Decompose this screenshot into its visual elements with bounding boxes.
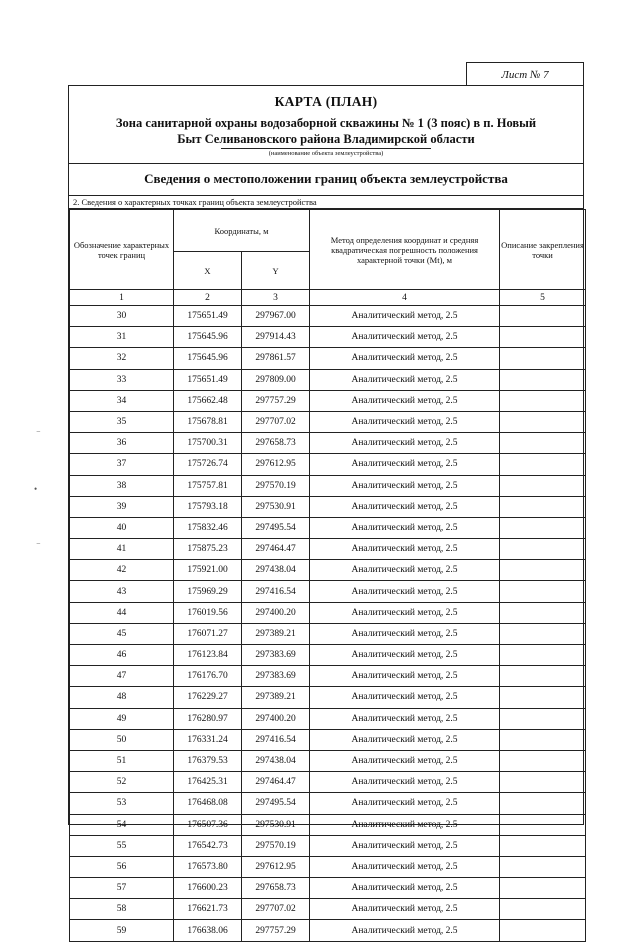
y-coordinate-cell: 297570.19 <box>242 835 310 856</box>
y-coordinate-cell: 297757.29 <box>242 920 310 941</box>
fixing-description-cell <box>500 708 586 729</box>
point-designation-cell: 45 <box>70 623 174 644</box>
fixing-description-cell <box>500 602 586 623</box>
y-coordinate-cell: 297658.73 <box>242 878 310 899</box>
y-coordinate-cell: 297464.47 <box>242 539 310 560</box>
fixing-description-cell <box>500 390 586 411</box>
x-coordinate-cell: 175651.49 <box>174 369 242 390</box>
fixing-description-cell <box>500 433 586 454</box>
table-row <box>70 539 586 560</box>
fixing-description-cell <box>500 772 586 793</box>
fixing-description-cell <box>500 814 586 835</box>
x-coordinate-cell: 176176.70 <box>174 666 242 687</box>
fixing-description-cell <box>500 878 586 899</box>
point-designation-cell: 33 <box>70 369 174 390</box>
method-cell: Аналитический метод, 2.5 <box>310 602 500 623</box>
table-row <box>70 623 586 644</box>
table-row <box>70 496 586 517</box>
method-cell: Аналитический метод, 2.5 <box>310 729 500 750</box>
y-coordinate-cell: 297383.69 <box>242 645 310 666</box>
fixing-description-cell <box>500 835 586 856</box>
fixing-description-cell <box>500 454 586 475</box>
method-cell: Аналитический метод, 2.5 <box>310 454 500 475</box>
fixing-description-cell <box>500 920 586 941</box>
method-cell: Аналитический метод, 2.5 <box>310 708 500 729</box>
object-caption: (наименование объекта землеустройства) <box>221 148 431 158</box>
margin-mark: ⁻ <box>36 428 41 438</box>
fixing-description-cell <box>500 496 586 517</box>
y-coordinate-cell: 297438.04 <box>242 750 310 771</box>
sub-heading: 2. Сведения о характерных точках границ объекта землеустройства <box>69 196 583 209</box>
x-coordinate-cell: 176229.27 <box>174 687 242 708</box>
x-coordinate-cell: 175832.46 <box>174 517 242 538</box>
point-designation-cell: 55 <box>70 835 174 856</box>
table-row <box>70 729 586 750</box>
fixing-description-cell <box>500 306 586 327</box>
point-designation-cell: 31 <box>70 327 174 348</box>
y-coordinate-cell: 297495.54 <box>242 517 310 538</box>
table-row <box>70 856 586 877</box>
x-coordinate-cell: 176573.80 <box>174 856 242 877</box>
y-coordinate-cell: 297707.02 <box>242 411 310 432</box>
fixing-description-cell <box>500 581 586 602</box>
method-cell: Аналитический метод, 2.5 <box>310 539 500 560</box>
x-coordinate-cell: 176468.08 <box>174 793 242 814</box>
y-coordinate-cell: 297809.00 <box>242 369 310 390</box>
fixing-description-cell <box>500 856 586 877</box>
x-coordinate-cell: 176600.23 <box>174 878 242 899</box>
y-coordinate-cell: 297861.57 <box>242 348 310 369</box>
fixing-description-cell <box>500 666 586 687</box>
table-row <box>70 835 586 856</box>
document-frame <box>68 85 584 936</box>
fixing-description-cell <box>500 623 586 644</box>
table-row <box>70 327 586 348</box>
method-cell: Аналитический метод, 2.5 <box>310 920 500 941</box>
x-coordinate-cell: 176019.56 <box>174 602 242 623</box>
method-cell: Аналитический метод, 2.5 <box>310 772 500 793</box>
table-row <box>70 581 586 602</box>
y-coordinate-cell: 297612.95 <box>242 454 310 475</box>
point-designation-cell: 52 <box>70 772 174 793</box>
method-cell: Аналитический метод, 2.5 <box>310 750 500 771</box>
fixing-description-cell <box>500 327 586 348</box>
x-coordinate-cell: 176542.73 <box>174 835 242 856</box>
point-designation-cell: 50 <box>70 729 174 750</box>
x-coordinate-cell: 176123.84 <box>174 645 242 666</box>
y-coordinate-cell: 297612.95 <box>242 856 310 877</box>
x-coordinate-cell: 175645.96 <box>174 348 242 369</box>
fixing-description-cell <box>500 411 586 432</box>
x-coordinate-cell: 175921.00 <box>174 560 242 581</box>
point-designation-cell: 44 <box>70 602 174 623</box>
sheet-number <box>466 62 584 86</box>
point-designation-cell: 30 <box>70 306 174 327</box>
method-cell: Аналитический метод, 2.5 <box>310 645 500 666</box>
table-row <box>70 772 586 793</box>
coordinates-table <box>69 209 586 942</box>
y-coordinate-cell: 297400.20 <box>242 708 310 729</box>
method-cell: Аналитический метод, 2.5 <box>310 878 500 899</box>
fixing-description-cell <box>500 539 586 560</box>
method-cell: Аналитический метод, 2.5 <box>310 814 500 835</box>
method-cell: Аналитический метод, 2.5 <box>310 390 500 411</box>
point-designation-cell: 35 <box>70 411 174 432</box>
point-designation-cell: 58 <box>70 899 174 920</box>
method-cell: Аналитический метод, 2.5 <box>310 327 500 348</box>
y-coordinate-cell: 297757.29 <box>242 390 310 411</box>
table-row <box>70 560 586 581</box>
point-designation-cell: 51 <box>70 750 174 771</box>
x-coordinate-cell: 175757.81 <box>174 475 242 496</box>
fixing-description-cell <box>500 687 586 708</box>
map-title: КАРТА (ПЛАН) <box>274 94 378 109</box>
table-row <box>70 750 586 771</box>
x-coordinate-cell: 176621.73 <box>174 899 242 920</box>
point-designation-cell: 43 <box>70 581 174 602</box>
y-coordinate-cell: 297389.21 <box>242 687 310 708</box>
method-cell: Аналитический метод, 2.5 <box>310 348 500 369</box>
method-cell: Аналитический метод, 2.5 <box>310 666 500 687</box>
method-cell: Аналитический метод, 2.5 <box>310 411 500 432</box>
table-row <box>70 920 586 941</box>
y-coordinate-cell: 297570.19 <box>242 475 310 496</box>
x-coordinate-cell: 175969.29 <box>174 581 242 602</box>
header-method: Метод определения координат и средняя квадратическая погрешность положения характерной точки (Mt), м <box>310 210 500 290</box>
point-designation-cell: 57 <box>70 878 174 899</box>
y-coordinate-cell: 297495.54 <box>242 793 310 814</box>
table-row <box>70 708 586 729</box>
margin-mark: ⁻ <box>36 540 41 550</box>
table-row <box>70 306 586 327</box>
sheet-number-label: Лист № 7 <box>501 68 549 81</box>
method-cell: Аналитический метод, 2.5 <box>310 306 500 327</box>
point-designation-cell: 39 <box>70 496 174 517</box>
method-cell: Аналитический метод, 2.5 <box>310 581 500 602</box>
margin-mark: • <box>34 484 38 494</box>
x-coordinate-cell: 176331.24 <box>174 729 242 750</box>
header-fixing-description: Описание закрепления точки <box>500 210 586 290</box>
table-row <box>70 899 586 920</box>
point-designation-cell: 38 <box>70 475 174 496</box>
header-coordinates: Координаты, м <box>174 210 310 252</box>
point-designation-cell: 48 <box>70 687 174 708</box>
method-cell: Аналитический метод, 2.5 <box>310 369 500 390</box>
y-coordinate-cell: 297658.73 <box>242 433 310 454</box>
fixing-description-cell <box>500 645 586 666</box>
x-coordinate-cell: 176280.97 <box>174 708 242 729</box>
method-cell: Аналитический метод, 2.5 <box>310 687 500 708</box>
column-number-row <box>70 290 586 306</box>
fixing-description-cell <box>500 899 586 920</box>
point-designation-cell: 40 <box>70 517 174 538</box>
fixing-description-cell <box>500 729 586 750</box>
table-row <box>70 454 586 475</box>
point-designation-cell: 34 <box>70 390 174 411</box>
object-name-line-2: Быт Селивановского района Владимирской области <box>177 132 475 146</box>
x-coordinate-cell: 175645.96 <box>174 327 242 348</box>
table-row <box>70 433 586 454</box>
point-designation-cell: 49 <box>70 708 174 729</box>
x-coordinate-cell: 175662.48 <box>174 390 242 411</box>
y-coordinate-cell: 297967.00 <box>242 306 310 327</box>
fixing-description-cell <box>500 560 586 581</box>
y-coordinate-cell: 297383.69 <box>242 666 310 687</box>
table-row <box>70 411 586 432</box>
point-designation-cell: 47 <box>70 666 174 687</box>
header-x: X <box>174 252 242 290</box>
y-coordinate-cell: 297530.91 <box>242 496 310 517</box>
method-cell: Аналитический метод, 2.5 <box>310 496 500 517</box>
x-coordinate-cell: 176071.27 <box>174 623 242 644</box>
x-coordinate-cell: 175700.31 <box>174 433 242 454</box>
y-coordinate-cell: 297914.43 <box>242 327 310 348</box>
table-row <box>70 475 586 496</box>
y-coordinate-cell: 297389.21 <box>242 623 310 644</box>
point-designation-cell: 36 <box>70 433 174 454</box>
method-cell: Аналитический метод, 2.5 <box>310 517 500 538</box>
header-point-designation: Обозначение характерных точек границ <box>70 210 174 290</box>
method-cell: Аналитический метод, 2.5 <box>310 856 500 877</box>
method-cell: Аналитический метод, 2.5 <box>310 433 500 454</box>
column-number: 3 <box>242 290 310 306</box>
y-coordinate-cell: 297416.54 <box>242 581 310 602</box>
section-title: Сведения о местоположении границ объекта землеустройства <box>69 164 583 196</box>
point-designation-cell: 46 <box>70 645 174 666</box>
method-cell: Аналитический метод, 2.5 <box>310 475 500 496</box>
y-coordinate-cell: 297707.02 <box>242 899 310 920</box>
x-coordinate-cell: 175678.81 <box>174 411 242 432</box>
method-cell: Аналитический метод, 2.5 <box>310 793 500 814</box>
table-row <box>70 517 586 538</box>
method-cell: Аналитический метод, 2.5 <box>310 623 500 644</box>
point-designation-cell: 42 <box>70 560 174 581</box>
table-row <box>70 645 586 666</box>
x-coordinate-cell: 176638.06 <box>174 920 242 941</box>
point-designation-cell: 54 <box>70 814 174 835</box>
y-coordinate-cell: 297464.47 <box>242 772 310 793</box>
column-number: 5 <box>500 290 586 306</box>
x-coordinate-cell: 175875.23 <box>174 539 242 560</box>
fixing-description-cell <box>500 348 586 369</box>
table-row <box>70 878 586 899</box>
table-row <box>70 687 586 708</box>
fixing-description-cell <box>500 517 586 538</box>
table-row <box>70 793 586 814</box>
table-row <box>70 390 586 411</box>
column-number: 4 <box>310 290 500 306</box>
point-designation-cell: 56 <box>70 856 174 877</box>
table-row <box>70 814 586 835</box>
point-designation-cell: 32 <box>70 348 174 369</box>
y-coordinate-cell: 297400.20 <box>242 602 310 623</box>
object-name <box>69 115 583 147</box>
y-coordinate-cell: 297530.91 <box>242 814 310 835</box>
fixing-description-cell <box>500 369 586 390</box>
fixing-description-cell <box>500 475 586 496</box>
x-coordinate-cell: 176425.31 <box>174 772 242 793</box>
table-row <box>70 369 586 390</box>
x-coordinate-cell: 176507.36 <box>174 814 242 835</box>
x-coordinate-cell: 176379.53 <box>174 750 242 771</box>
x-coordinate-cell: 175651.49 <box>174 306 242 327</box>
point-designation-cell: 37 <box>70 454 174 475</box>
table-row <box>70 666 586 687</box>
fixing-description-cell <box>500 793 586 814</box>
point-designation-cell: 59 <box>70 920 174 941</box>
fixing-description-cell <box>500 750 586 771</box>
object-name-line-1: Зона санитарной охраны водозаборной скважины № 1 (3 пояс) в п. Новый <box>115 116 537 130</box>
title-block <box>69 86 583 164</box>
x-coordinate-cell: 175793.18 <box>174 496 242 517</box>
column-number: 1 <box>70 290 174 306</box>
column-number: 2 <box>174 290 242 306</box>
table-row <box>70 348 586 369</box>
method-cell: Аналитический метод, 2.5 <box>310 560 500 581</box>
header-y: Y <box>242 252 310 290</box>
table-row <box>70 602 586 623</box>
point-designation-cell: 41 <box>70 539 174 560</box>
x-coordinate-cell: 175726.74 <box>174 454 242 475</box>
point-designation-cell: 53 <box>70 793 174 814</box>
y-coordinate-cell: 297438.04 <box>242 560 310 581</box>
y-coordinate-cell: 297416.54 <box>242 729 310 750</box>
table-body <box>70 306 586 942</box>
method-cell: Аналитический метод, 2.5 <box>310 835 500 856</box>
method-cell: Аналитический метод, 2.5 <box>310 899 500 920</box>
